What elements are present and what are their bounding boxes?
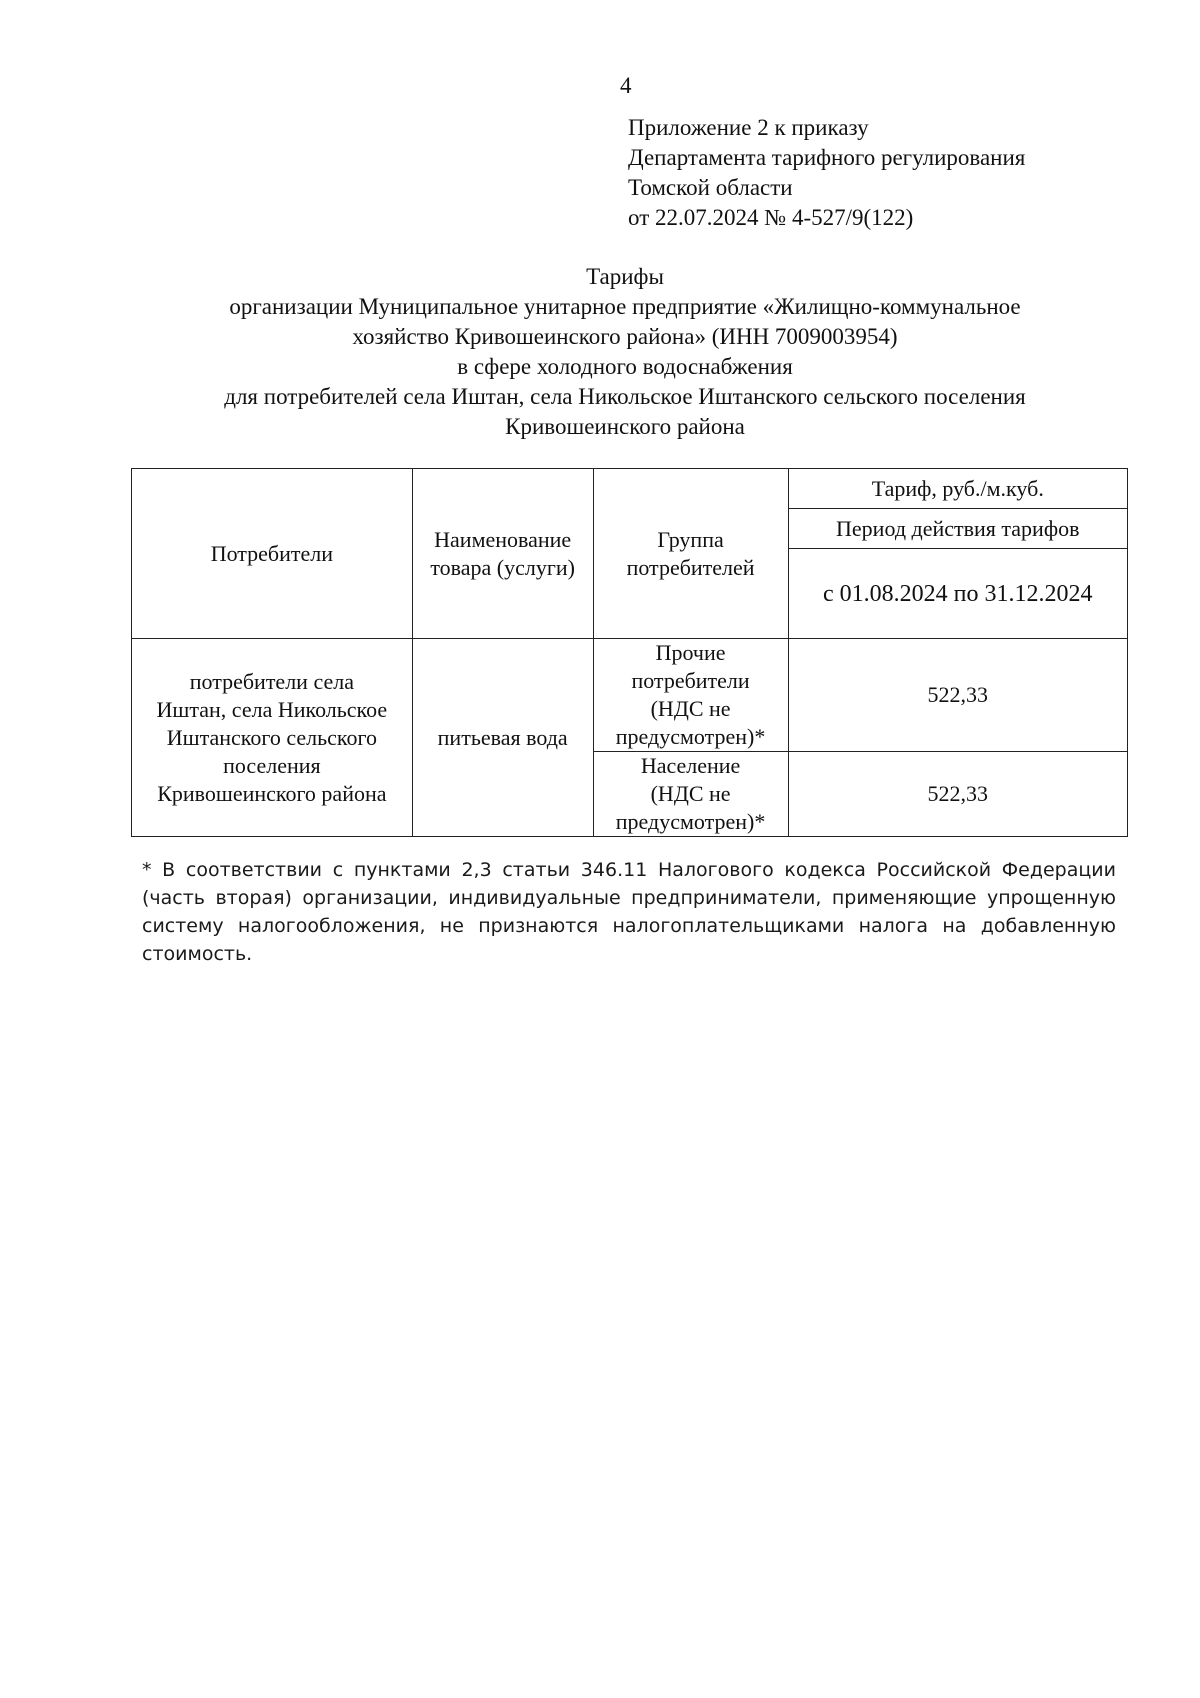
- tariff-table: [131, 468, 1128, 837]
- group-line: предусмотрен)*: [615, 809, 766, 834]
- tariff-value: 522,33: [788, 639, 1127, 752]
- tariff-value: 522,33: [788, 752, 1127, 837]
- title-line: организации Муниципальное унитарное предприятие «Жилищно-коммунальное: [229, 294, 1021, 319]
- header-product: [412, 469, 593, 639]
- header-group-line: потребителей: [626, 554, 755, 580]
- appendix-reference: [628, 113, 1025, 233]
- page-number: 4: [620, 73, 632, 98]
- document-title: [130, 262, 1120, 442]
- consumers-line: Иштанского сельского: [166, 724, 377, 750]
- consumers-cell: [132, 639, 413, 837]
- header-period-label: Период действия тарифов: [788, 509, 1127, 549]
- group-line: предусмотрен)*: [615, 724, 766, 749]
- appendix-line: Приложение 2 к приказу: [628, 115, 869, 140]
- title-line: Кривошеинского района: [505, 414, 745, 439]
- group-cell: [593, 752, 788, 837]
- header-period-value: с 01.08.2024 по 31.12.2024: [788, 549, 1127, 639]
- title-line: в сфере холодного водоснабжения: [457, 354, 793, 379]
- product-cell: питьевая вода: [412, 639, 593, 837]
- header-consumers: Потребители: [132, 469, 413, 639]
- group-line: Население: [640, 753, 741, 778]
- consumers-line: Иштан, села Никольское: [156, 696, 388, 722]
- group-line: потребители: [631, 668, 750, 693]
- header-product-line: Наименование: [434, 526, 572, 552]
- group-cell: [593, 639, 788, 752]
- table-row: [132, 639, 1128, 752]
- title-line: хозяйство Кривошеинского района» (ИНН 7009003954): [352, 324, 898, 349]
- title-line: для потребителей села Иштан, села Никольское Иштанского сельского поселения: [224, 384, 1026, 409]
- footnote: * В соответствии с пунктами 2,3 статьи 346.11 Налогового кодекса Российской Федерации (часть вторая) организации, индивидуальные предприниматели, применяющие упрощенную систему налогообложения, не признаются налогоплательщиками налога на добавленную стоимость.: [142, 859, 1116, 965]
- header-group-line: Группа: [657, 526, 724, 552]
- consumers-line: Кривошеинского района: [157, 780, 387, 806]
- header-product-line: товара (услуги): [430, 554, 575, 580]
- appendix-line: Томской области: [628, 175, 793, 200]
- group-line: (НДС не: [650, 696, 731, 721]
- consumers-line: поселения: [223, 752, 321, 778]
- title-line: Тарифы: [586, 264, 664, 289]
- consumers-line: потребители села: [189, 668, 354, 694]
- appendix-line: от 22.07.2024 № 4-527/9(122): [628, 205, 914, 230]
- appendix-line: Департамента тарифного регулирования: [628, 145, 1026, 170]
- table-header-row: [132, 469, 1128, 509]
- header-group: [593, 469, 788, 639]
- group-line: Прочие: [655, 640, 726, 665]
- group-line: (НДС не: [650, 781, 731, 806]
- header-tariff: Тариф, руб./м.куб.: [788, 469, 1127, 509]
